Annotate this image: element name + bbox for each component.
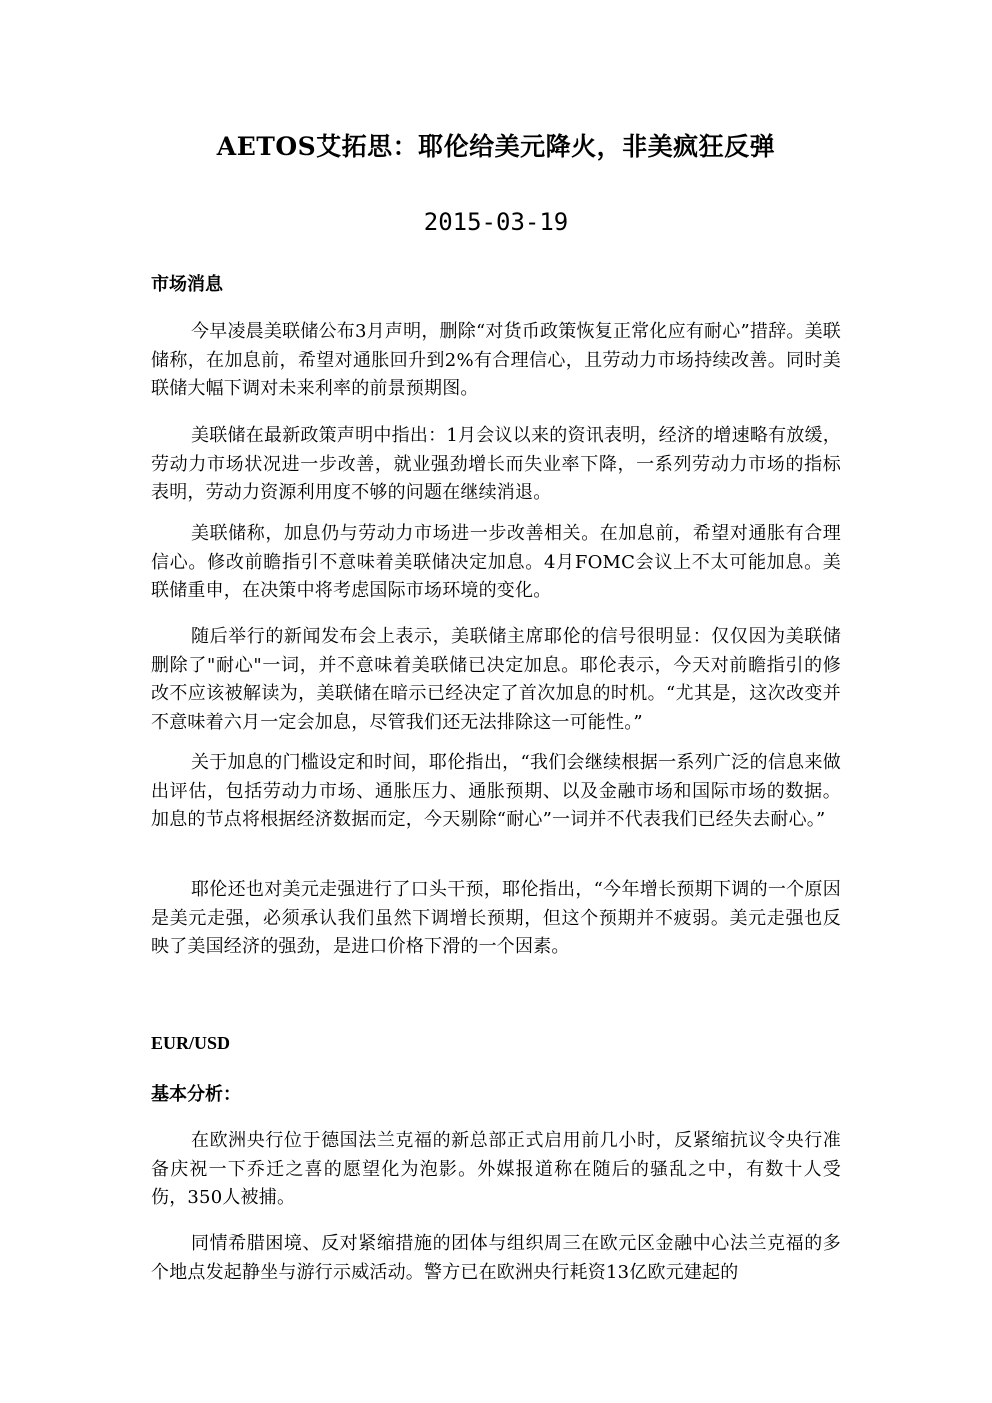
paragraph: 在欧洲央行位于德国法兰克福的新总部正式启用前几小时，反紧缩抗议令央行准备庆祝一下乔迁之喜的愿望化为泡影。外媒报道称在随后的骚乱之中，有数十人受伤，350人被捕。 bbox=[151, 1130, 841, 1208]
paragraph: 耶伦还也对美元走强进行了口头干预，耶伦指出，“今年增长预期下调的一个原因是美元走强，必须承认我们虽然下调增长预期，但这个预期并不疲弱。美元走强也反映了美国经济的强劲，是进口价格下滑的一个因素。 bbox=[151, 879, 841, 957]
paragraph: 同情希腊困境、反对紧缩措施的团体与组织周三在欧元区金融中心法兰克福的多个地点发起静坐与游行示威活动。警方已在欧洲央行耗资13亿欧元建起的 bbox=[151, 1233, 841, 1283]
paragraph: 随后举行的新闻发布会上表示，美联储主席耶伦的信号很明显：仅仅因为美联储删除了"耐心"一词，并不意味着美联储已决定加息。耶伦表示，今天对前瞻指引的修改不应该被解读为，美联储在暗示已经决定了首次加息的时机。“尤其是，这次改变并不意味着六月一定会加息，尽管我们还无法排除这一可能性。” bbox=[151, 626, 841, 733]
paragraph: 美联储称，加息仍与劳动力市场进一步改善相关。在加息前，希望对通胀有合理信心。修改前瞻指引不意味着美联储决定加息。4月FOMC会议上不太可能加息。美联储重申，在决策中将考虑国际市场环境的变化。 bbox=[151, 523, 841, 601]
currency-pair-label: EUR/USD bbox=[151, 1033, 231, 1053]
paragraph: 美联储在最新政策声明中指出：1月会议以来的资讯表明，经济的增速略有放缓，劳动力市场状况进一步改善，就业强劲增长而失业率下降，一系列劳动力市场的指标表明，劳动力资源利用度不够的问题在继续消退。 bbox=[151, 425, 841, 503]
section-heading-market-news: 市场消息 bbox=[151, 274, 223, 295]
document-title: AETOS艾拓思：耶伦给美元降火，非美疯狂反弹 bbox=[216, 132, 776, 161]
document-date: 2015-03-19 bbox=[423, 208, 569, 236]
paragraph: 关于加息的门槛设定和时间，耶伦指出，“我们会继续根据一系列广泛的信息来做出评估，包括劳动力市场、通胀压力、通胀预期、以及金融市场和国际市场的数据。加息的节点将根据经济数据而定，今天剔除“耐心”一词并不代表我们已经失去耐心。” bbox=[151, 752, 841, 830]
paragraph: 今早凌晨美联储公布3月声明，删除“对货币政策恢复正常化应有耐心”措辞。美联储称，在加息前，希望对通胀回升到2%有合理信心，且劳动力市场持续改善。同时美联储大幅下调对未来利率的前景预期图。 bbox=[151, 321, 841, 399]
section-heading-fundamental-analysis: 基本分析： bbox=[151, 1084, 241, 1105]
